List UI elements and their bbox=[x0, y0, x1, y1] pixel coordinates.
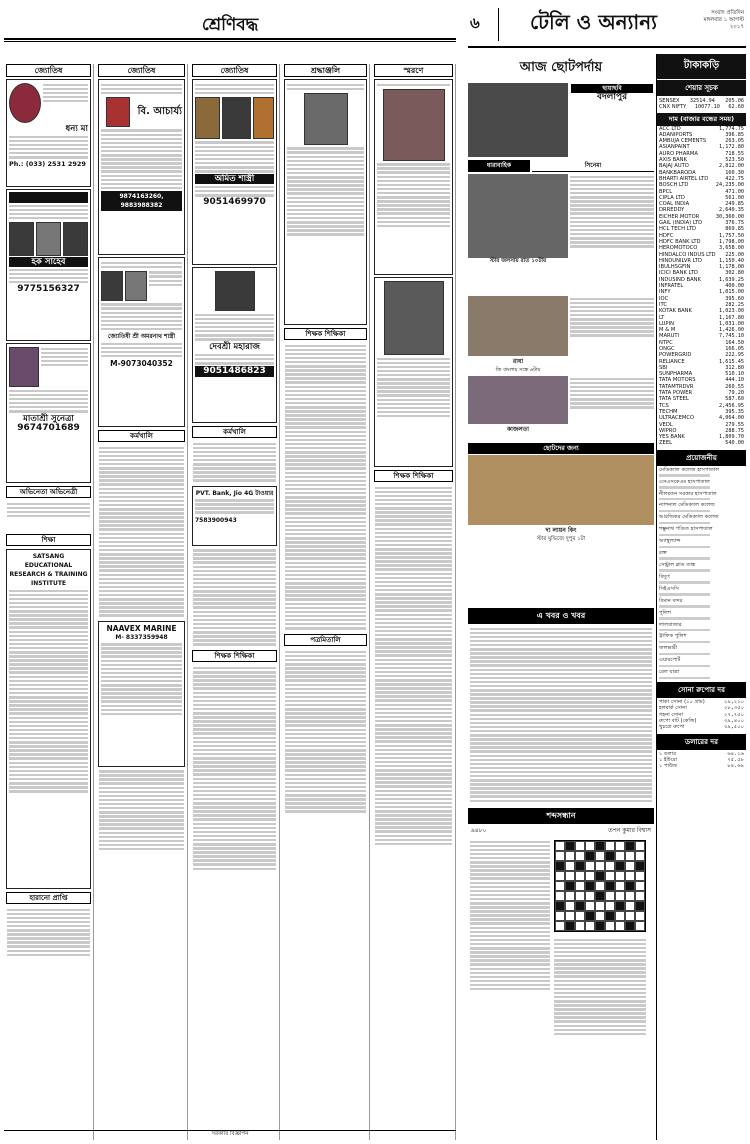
ad-phone: M-9073040352 bbox=[110, 359, 173, 368]
stock-name: AURO PHARMA bbox=[659, 150, 698, 157]
stock-name: COAL INDIA bbox=[659, 201, 690, 208]
stock-value: 2,812.00 bbox=[719, 163, 744, 170]
stock-value: 1,639.25 bbox=[719, 276, 744, 283]
ad-title: SATSANG EDUCATIONAL RESEARCH & TRAINING INSTITUTE bbox=[9, 553, 88, 587]
tribute-ad bbox=[284, 79, 367, 325]
stock-name: VEDL bbox=[659, 421, 673, 428]
helpline-item: ন্যাশনাল মেডিক্যাল কলেজ bbox=[659, 502, 715, 509]
stock-value: 79.20 bbox=[728, 390, 744, 397]
stock-value: 396.85 bbox=[725, 131, 744, 138]
nifty-change: 62.60 bbox=[728, 104, 744, 111]
stock-name: SBI bbox=[659, 364, 668, 371]
stock-value: 1,426.00 bbox=[719, 327, 744, 334]
stock-name: TATA POWER bbox=[659, 390, 693, 397]
stock-name: TATAMTRDVR bbox=[659, 383, 694, 390]
helpline-number-placeholder bbox=[659, 486, 710, 489]
stock-name: HINDALCO INDUS LTD bbox=[659, 251, 716, 258]
stock-name: ASIANPAINT bbox=[659, 144, 690, 151]
gold-name: হলমার্ক সোনা bbox=[659, 705, 687, 712]
fx-value: ৭৫.৫৮ bbox=[727, 756, 744, 763]
stock-name: TECHM bbox=[659, 408, 678, 415]
portrait-photo bbox=[9, 222, 34, 256]
column-head: স্মরণে bbox=[374, 64, 453, 77]
movie-name: বদলাপুর bbox=[596, 92, 628, 102]
stock-value: 3,658.00 bbox=[719, 245, 744, 252]
kids-movie-name: দ্য লায়ন কিং bbox=[545, 527, 577, 534]
section-title: শ্রেণিবদ্ধ bbox=[201, 15, 259, 35]
nifty-value: 10077.10 bbox=[694, 104, 720, 111]
gold-list bbox=[657, 699, 746, 730]
section-heading: পত্রমিতালি bbox=[284, 634, 367, 646]
stock-value: 718.55 bbox=[725, 150, 744, 157]
ad-phone: 9051486823 bbox=[195, 366, 274, 377]
stock-value: 869.85 bbox=[725, 226, 744, 233]
stock-name: GAIL (INDIA) LTD bbox=[659, 220, 703, 227]
serial-name: কাজলতা bbox=[506, 426, 530, 433]
portrait-photo bbox=[36, 222, 61, 256]
stock-name: ZEEL bbox=[659, 440, 672, 447]
portrait-photo bbox=[106, 97, 130, 127]
helpline-item: ট্রাফিক পুলিশ bbox=[659, 633, 687, 640]
helpline-number-placeholder bbox=[659, 653, 710, 656]
helpline-item: সেন্ট্রাল ব্লাড ব্যাঙ্ক bbox=[659, 561, 696, 568]
column-3 bbox=[190, 64, 280, 1140]
stock-name: EICHER MOTOR bbox=[659, 213, 700, 220]
stock-value: 160.30 bbox=[725, 169, 744, 176]
market-logo: টাকাকড়ি bbox=[657, 54, 746, 79]
helpline-item: অ্যাম্বুল্যান্স bbox=[659, 538, 681, 545]
portrait-photo bbox=[9, 83, 41, 123]
stock-name: BAJAJ AUTO bbox=[659, 163, 689, 170]
portrait-photo bbox=[101, 271, 123, 301]
ad-phone: 9051469970 bbox=[203, 197, 266, 208]
deity-image bbox=[195, 97, 220, 139]
portrait-photo bbox=[9, 347, 39, 387]
ad-title: ধন্য মা bbox=[65, 124, 88, 134]
stock-value: 7,745.10 bbox=[719, 333, 744, 340]
ad-phone: M- 8337359948 bbox=[115, 633, 168, 641]
puzzle-number: ৯৪৮০ bbox=[471, 827, 487, 834]
helpline-item: রক্ত bbox=[659, 550, 667, 557]
puzzle-author: তপন কুমার বিশ্বাস bbox=[608, 827, 651, 834]
helpline-item: মেডিক্যাল কলেজ হাসপাতাল bbox=[659, 466, 720, 473]
gold-value: ২৭,৭৫০ bbox=[724, 711, 744, 718]
price-heading: দাম (বাজার বন্ধের সময়) bbox=[657, 113, 746, 126]
column-head: শ্রদ্ধাঞ্জলি bbox=[284, 64, 367, 77]
stock-name: ITC bbox=[659, 301, 668, 308]
stock-value: 471.00 bbox=[725, 188, 744, 195]
stock-name: CIPLA LTD bbox=[659, 194, 685, 201]
kids-movie-still bbox=[468, 455, 654, 525]
helpline-number-placeholder bbox=[659, 677, 710, 680]
stock-value: 561.00 bbox=[725, 194, 744, 201]
stock-name: TCS bbox=[659, 402, 669, 409]
helpline-number-placeholder bbox=[659, 474, 710, 477]
fx-value: ৮৪.৬৯ bbox=[727, 763, 744, 770]
stock-name: AMBUJA CEMENTS bbox=[659, 138, 707, 145]
stock-value: 1,798.00 bbox=[719, 238, 744, 245]
market-subtitle: শেয়ার সূচক bbox=[657, 79, 746, 96]
gold-name: পাকা সোনা (১০ গ্রাম) bbox=[659, 699, 705, 706]
stock-value: 376.75 bbox=[725, 220, 744, 227]
helpline-item: রেল যাত্রা bbox=[659, 669, 680, 676]
stock-name: INFY bbox=[659, 289, 671, 296]
astrology-ad bbox=[6, 79, 91, 187]
ad-title: বি. আচার্য্য bbox=[137, 105, 182, 117]
stock-name: DRREDDY bbox=[659, 207, 685, 214]
dateline-year: ২০১৭ bbox=[729, 24, 744, 30]
stock-value: 422.75 bbox=[725, 175, 744, 182]
stock-value: 400.00 bbox=[725, 283, 744, 290]
section-heading: অভিনেতা অভিনেত্রী bbox=[6, 486, 91, 498]
stock-value: 30,360.00 bbox=[715, 213, 744, 220]
ad-title: জ্যোতিষী শ্রী অমরনাথ শাস্ত্রী bbox=[107, 333, 176, 341]
stock-name: BPCL bbox=[659, 188, 673, 195]
ad-banner bbox=[9, 192, 88, 203]
fx-list bbox=[657, 751, 746, 770]
ad-phone: 7583900943 bbox=[195, 516, 237, 524]
ad-phone: 9775156327 bbox=[17, 283, 80, 294]
nifty-label: CNX NIFTY bbox=[659, 104, 687, 111]
portrait-photo bbox=[63, 222, 88, 256]
ad-title: মাতাশ্রী সুনেত্রা bbox=[23, 414, 74, 425]
astrology-ad bbox=[98, 257, 185, 427]
gold-value: ৩৯,৪০০ bbox=[724, 717, 744, 724]
tv-listings bbox=[468, 54, 654, 604]
column-5 bbox=[372, 64, 456, 1140]
stock-name: INDUSIND BANK bbox=[659, 276, 701, 283]
stock-name: IBULHSGFIN bbox=[659, 264, 691, 271]
helpline-item: আরজিকর মেডিক্যাল কলেজ bbox=[659, 514, 719, 521]
section-heading: শিক্ষক শিক্ষিকা bbox=[284, 328, 367, 340]
stock-name: POWERGRID bbox=[659, 352, 692, 359]
stock-value: 222.95 bbox=[725, 352, 744, 359]
helpline-number-placeholder bbox=[659, 581, 710, 584]
stock-name: AXIS BANK bbox=[659, 157, 687, 164]
fx-value: ৬৪.১৬ bbox=[727, 750, 744, 757]
fx-heading: ডলারের দর bbox=[657, 734, 746, 750]
tele-header bbox=[468, 4, 746, 48]
label-films: ছায়াছবি bbox=[571, 84, 653, 93]
gold-value: ২৮,৩৫০ bbox=[724, 705, 744, 712]
stock-name: ULTRACEMCO bbox=[659, 415, 695, 422]
dateline-paper: সংবাদ প্রতিদিন bbox=[711, 10, 744, 16]
section-heading: শিক্ষক শিক্ষিকা bbox=[374, 470, 453, 482]
stock-value: 4,064.00 bbox=[719, 415, 744, 422]
tele-page bbox=[468, 4, 746, 1140]
stock-name: MARUTI bbox=[659, 333, 680, 340]
gold-heading: সোনা রুপোর দর bbox=[657, 682, 746, 698]
stock-name: ADANIPORTS bbox=[659, 131, 693, 138]
stock-value: 1,023.00 bbox=[719, 308, 744, 315]
stock-value: 263.05 bbox=[725, 138, 744, 145]
helpline-number-placeholder bbox=[659, 605, 710, 608]
stock-name: ACC LTD bbox=[659, 125, 681, 132]
sensex-change: 205.06 bbox=[725, 98, 744, 104]
helpline-item: এসএসকেএম হাসপাতাল bbox=[659, 478, 710, 485]
stock-value: 1,774.75 bbox=[719, 125, 744, 132]
classifieds-header bbox=[4, 4, 456, 48]
dateline-day: মঙ্গলবার ১ আগস্ট bbox=[703, 17, 744, 23]
ad-phone: 9874163260, 9883988382 bbox=[101, 191, 182, 211]
stock-name: BOSCH LTD bbox=[659, 182, 689, 189]
helpline-item: বিমান বন্দর bbox=[659, 597, 683, 604]
stock-value: 166.05 bbox=[725, 345, 744, 352]
deity-image bbox=[253, 97, 274, 139]
stock-value: 1,031.00 bbox=[719, 320, 744, 327]
ad-phone: 9674701689 bbox=[17, 423, 80, 434]
serial-still bbox=[468, 296, 568, 356]
stock-name: ICICI BANK LTD bbox=[659, 270, 698, 277]
stock-list bbox=[657, 126, 746, 447]
stock-name: KOTAK BANK bbox=[659, 308, 692, 315]
stock-name: HINDUNILVR LTD bbox=[659, 257, 702, 264]
serial-caption: স্টার জলসায় রাত ১০টায় bbox=[489, 258, 547, 264]
stock-name: HDFC bbox=[659, 232, 674, 239]
helpline-number-placeholder bbox=[659, 546, 710, 549]
stock-name: WIPRO bbox=[659, 427, 677, 434]
helpline-number-placeholder bbox=[659, 641, 710, 644]
label-cinema: সিনেমা bbox=[532, 160, 654, 172]
stock-value: 523.50 bbox=[725, 157, 744, 164]
stock-value: 312.80 bbox=[725, 364, 744, 371]
page-number: ৬ bbox=[470, 14, 480, 32]
stock-name: INFRATEL bbox=[659, 283, 684, 290]
helpline-number-placeholder bbox=[659, 617, 710, 620]
fx-name: ১ পাউন্ড bbox=[659, 763, 678, 770]
stock-value: 540.00 bbox=[725, 440, 744, 447]
astrology-ad bbox=[98, 79, 185, 255]
label-kids: ছোটদের জন্য bbox=[468, 443, 654, 454]
nifty-row bbox=[657, 104, 746, 110]
portrait-photo bbox=[384, 281, 444, 355]
label-serials: ধারাবাহিক bbox=[468, 160, 530, 172]
job-ad bbox=[192, 486, 277, 546]
market-column bbox=[656, 54, 746, 1140]
stock-value: 1,178.00 bbox=[719, 264, 744, 271]
tv-title: আজ ছোটপর্দায় bbox=[519, 60, 603, 75]
stock-name: HCL TECH LTD bbox=[659, 226, 697, 233]
helpline-item: পুলিশ bbox=[659, 609, 671, 616]
fx-name: ১ ইউরো bbox=[659, 756, 678, 763]
column-4 bbox=[282, 64, 370, 1140]
portrait-photo bbox=[125, 271, 147, 301]
gold-value: ৩৯,৫০০ bbox=[724, 724, 744, 731]
helpline-item: সিইএসসি bbox=[659, 585, 679, 592]
header-rule bbox=[4, 38, 456, 42]
classifieds-page bbox=[4, 4, 456, 1140]
helpline-number-placeholder bbox=[659, 557, 710, 560]
stock-name: TATA STEEL bbox=[659, 396, 689, 403]
stock-value: 249.85 bbox=[725, 201, 744, 208]
stock-name: BHARTI AIRTEL LTD bbox=[659, 175, 709, 182]
section-heading: শিক্ষা bbox=[6, 534, 91, 546]
column-1 bbox=[4, 64, 94, 1140]
stock-value: 395.35 bbox=[725, 408, 744, 415]
stock-value: 164.50 bbox=[725, 339, 744, 346]
stock-value: 1,167.80 bbox=[719, 314, 744, 321]
portrait-photo bbox=[222, 97, 251, 139]
helpline-item: শম্ভুনাথ পণ্ডিত হাসপাতাল bbox=[659, 526, 713, 533]
helpline-number-placeholder bbox=[659, 665, 710, 668]
helpline-number-placeholder bbox=[659, 593, 710, 596]
stock-value: 225.00 bbox=[725, 251, 744, 258]
helpline-list bbox=[657, 467, 746, 679]
memorial-ad bbox=[374, 79, 453, 275]
sensex-label: SENSEX bbox=[659, 98, 680, 104]
stock-name: RELIANCE bbox=[659, 358, 685, 365]
ad-title: NAAVEX MARINE bbox=[106, 623, 177, 633]
crossword-section bbox=[468, 808, 654, 1140]
gold-name: রুপো বাট (কেজি) bbox=[659, 717, 697, 724]
helpline-number-placeholder bbox=[659, 498, 710, 501]
stock-value: 279.55 bbox=[725, 421, 744, 428]
sensex-value: 32514.94 bbox=[689, 98, 715, 104]
portrait-photo bbox=[383, 89, 445, 161]
page-title: টেলি ও অন্যান্য bbox=[498, 8, 688, 41]
stock-name: ONGC bbox=[659, 345, 675, 352]
ad-phone: Ph.: (033) 2531 2929 bbox=[9, 160, 86, 169]
fx-name: ১ ডলার bbox=[659, 750, 677, 757]
stock-value: 1,015.00 bbox=[719, 289, 744, 296]
section-heading: শিক্ষক শিক্ষিকা bbox=[192, 650, 277, 662]
gold-name: গহনা সোনা bbox=[659, 711, 684, 718]
news-title: এ খবর ও খবর bbox=[468, 609, 654, 624]
stock-value: 444.10 bbox=[725, 377, 744, 384]
helpline-number-placeholder bbox=[659, 534, 710, 537]
column-head: জ্যোতিষ bbox=[6, 64, 91, 77]
stock-name: M & M bbox=[659, 327, 676, 334]
stock-value: 282.25 bbox=[725, 301, 744, 308]
column-2 bbox=[96, 64, 188, 1140]
stock-value: 510.10 bbox=[725, 371, 744, 378]
helpline-item: এয়ারপোর্ট bbox=[659, 657, 681, 664]
serial-still bbox=[468, 376, 568, 424]
stock-name: HDFC BANK LTD bbox=[659, 238, 701, 245]
serial-caption: জি বাংলায় সন্ধে ৬টায় bbox=[495, 367, 541, 373]
stock-name: LUPIN bbox=[659, 320, 674, 327]
stock-value: 288.75 bbox=[725, 427, 744, 434]
stock-name: TATA MOTORS bbox=[659, 377, 696, 384]
helpline-item: লালবাজার bbox=[659, 621, 682, 628]
stock-value: 1,150.40 bbox=[719, 257, 744, 264]
helpline-number-placeholder bbox=[659, 569, 710, 572]
section-heading: কর্মখালি bbox=[192, 426, 277, 438]
crossword-grid bbox=[554, 840, 646, 932]
stock-value: 395.60 bbox=[725, 295, 744, 302]
kids-movie-caption: স্টার মুভিজে দুপুর ১টা bbox=[536, 536, 586, 542]
section-heading: হারানো প্রাপ্তি bbox=[6, 892, 91, 904]
astrology-ad bbox=[192, 267, 277, 423]
stock-value: 2,640.35 bbox=[719, 207, 744, 214]
stock-name: BANKBARODA bbox=[659, 169, 696, 176]
stock-name: HEROMOTOCO bbox=[659, 245, 698, 252]
stock-value: 302.80 bbox=[725, 270, 744, 277]
news-briefs bbox=[468, 608, 654, 804]
astrology-ad bbox=[192, 79, 277, 265]
portrait-photo bbox=[215, 271, 255, 311]
helpline-item: বিদ্যুৎ bbox=[659, 573, 671, 580]
dateline bbox=[703, 10, 744, 31]
puzzle-title: শব্দসন্ধান bbox=[468, 809, 654, 824]
education-ad bbox=[6, 549, 91, 889]
job-ad bbox=[98, 621, 185, 767]
column-head: জ্যোতিষ bbox=[98, 64, 185, 77]
movie-still bbox=[468, 83, 568, 157]
gold-row bbox=[657, 724, 746, 730]
stock-value: 1,615.45 bbox=[719, 358, 744, 365]
helpline-item: নীলরতন সরকার হাসপাতাল bbox=[659, 490, 717, 497]
stock-row bbox=[657, 440, 746, 446]
astrology-ad bbox=[6, 189, 91, 341]
section-heading: কর্মখালি bbox=[98, 430, 185, 442]
serial-still bbox=[468, 174, 568, 258]
stock-name: IOC bbox=[659, 295, 669, 302]
gold-value: ২৯,২১০ bbox=[724, 699, 744, 706]
footer-note: সরকারি বিজ্ঞাপন bbox=[4, 1130, 456, 1139]
stock-value: 24,235.00 bbox=[715, 182, 744, 189]
stock-value: 1,172.80 bbox=[719, 144, 744, 151]
astrology-ad bbox=[6, 343, 91, 483]
column-head: জ্যোতিষ bbox=[192, 64, 277, 77]
helpline-number-placeholder bbox=[659, 510, 710, 513]
helpline-number-placeholder bbox=[659, 522, 710, 525]
ad-title: দেবশ্রী মহারাজ bbox=[209, 342, 260, 353]
stock-value: 1,757.50 bbox=[719, 232, 744, 239]
stock-name: LT bbox=[659, 314, 665, 321]
ad-title: অমিত শাস্ত্রী bbox=[195, 174, 274, 184]
stock-value: 260.55 bbox=[725, 383, 744, 390]
helpline-item: জলভারী bbox=[659, 645, 678, 652]
ad-title: PVT. Bank, Jio 4G টাওয়ার bbox=[195, 489, 274, 497]
gold-name: খুচরো রুপো bbox=[659, 724, 685, 731]
needs-heading: প্রয়োজনীয় bbox=[657, 450, 746, 466]
stock-name: SUNPHARMA bbox=[659, 371, 693, 378]
stock-value: 2,456.95 bbox=[719, 402, 744, 409]
serial-name: রাধা bbox=[512, 358, 524, 365]
stock-value: 1,809.70 bbox=[719, 434, 744, 441]
ad-title: হক সাহেব bbox=[9, 257, 88, 267]
stock-name: NTPC bbox=[659, 339, 673, 346]
stock-value: 587.60 bbox=[725, 396, 744, 403]
memorial-ad bbox=[374, 277, 453, 467]
helpline-number-placeholder bbox=[659, 629, 710, 632]
portrait-photo bbox=[304, 93, 348, 145]
stock-name: YES BANK bbox=[659, 434, 685, 441]
fx-row bbox=[657, 763, 746, 769]
